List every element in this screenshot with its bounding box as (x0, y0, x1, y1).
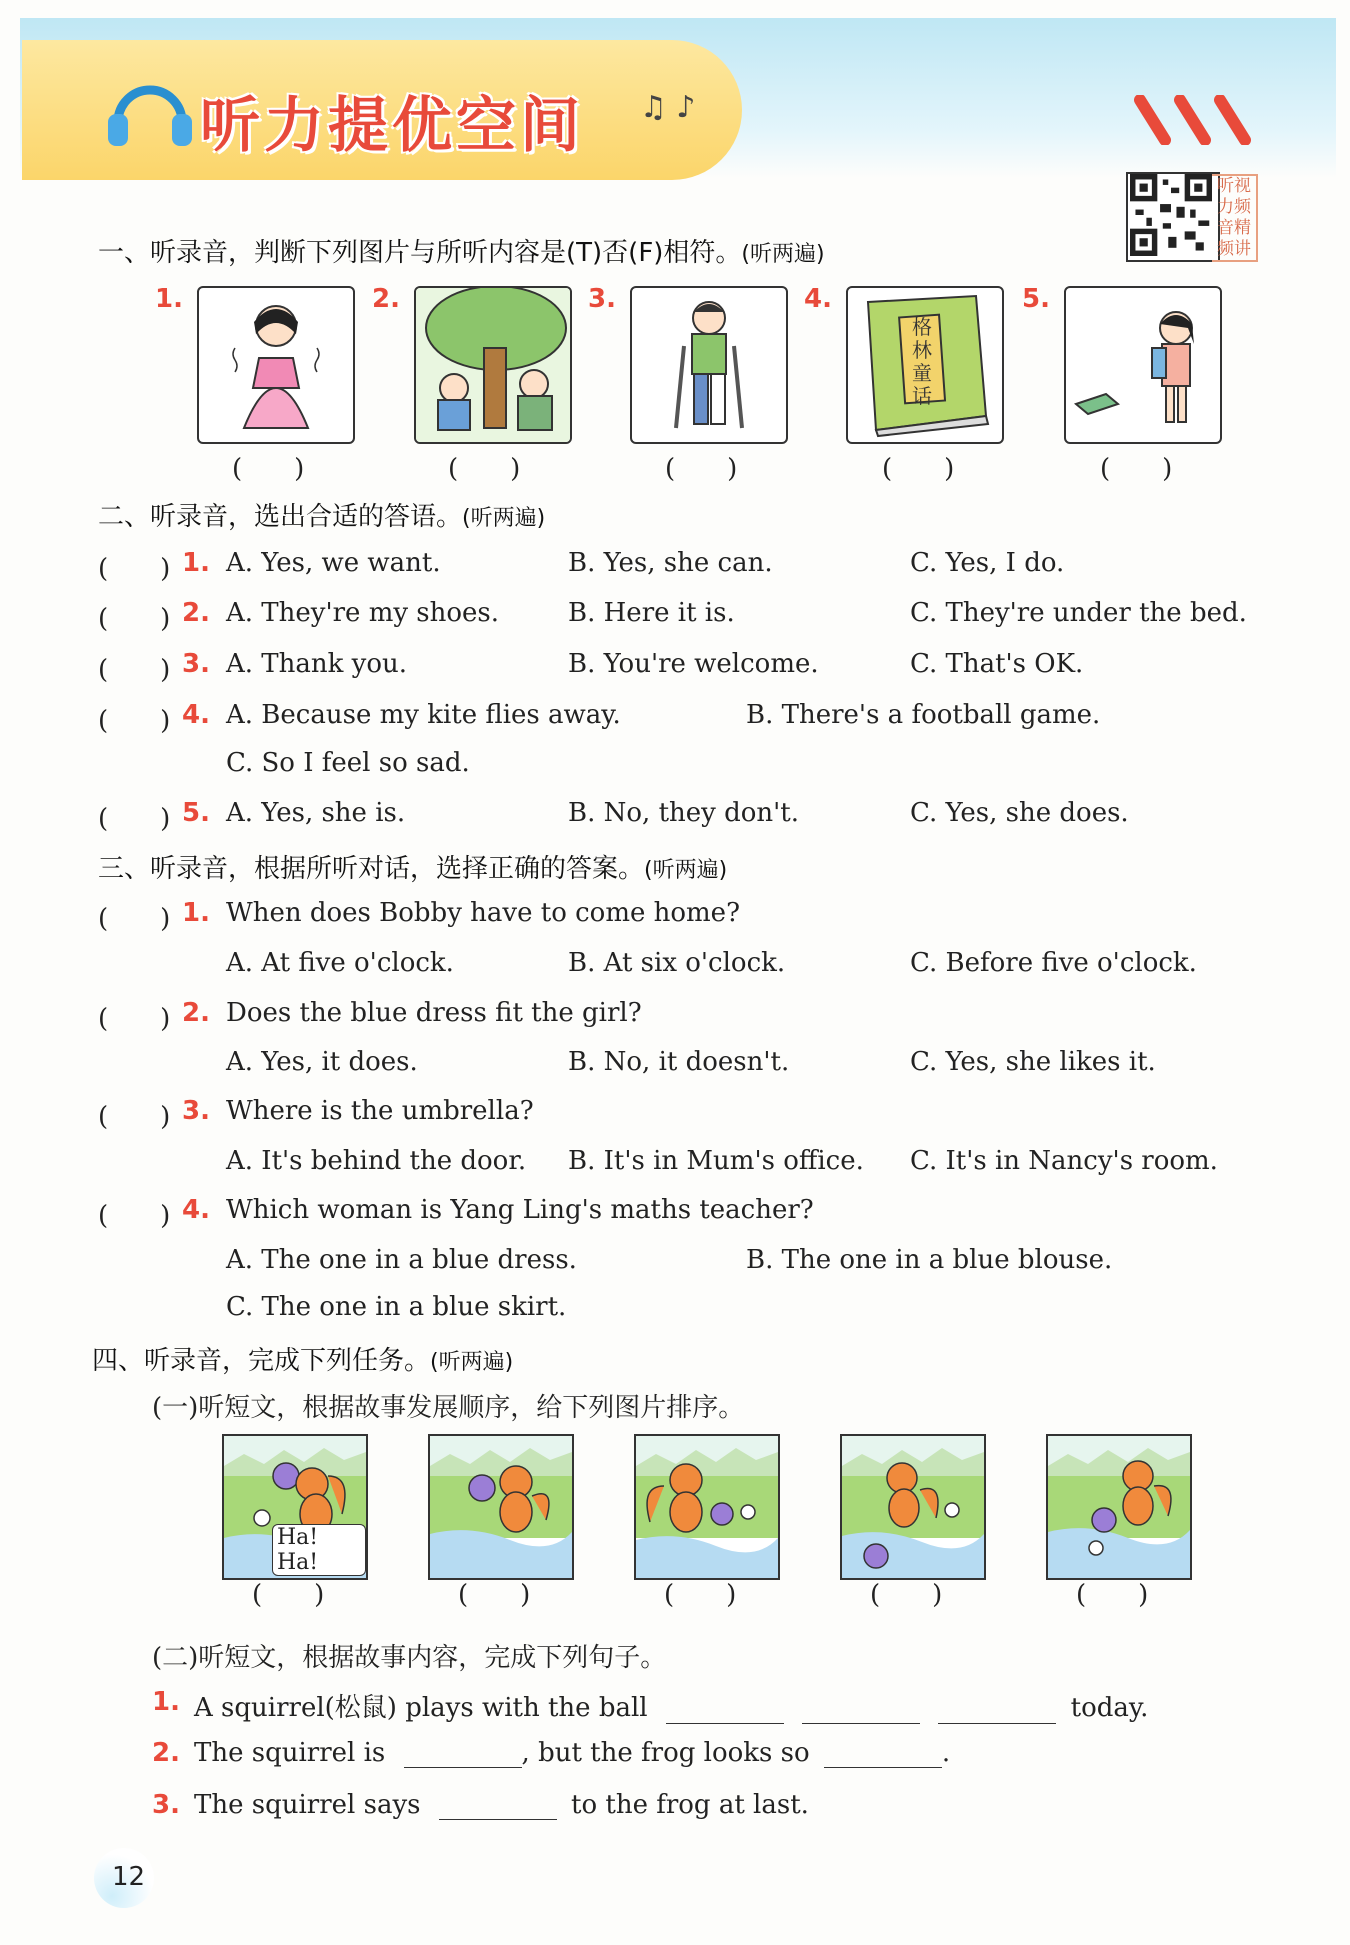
section2-title-text: 二、听录音，选出合适的答语。 (98, 502, 463, 532)
blank-1a[interactable] (666, 1699, 784, 1724)
page-title: 听力提优空间 (200, 91, 584, 161)
section2-note: (听两遍) (462, 506, 546, 531)
blank-1c[interactable] (938, 1699, 1056, 1724)
s2-q2-option-a: A. They're my shoes. (226, 598, 500, 628)
s3-num-1: 1. (182, 898, 210, 928)
page-number: 12 (112, 1862, 146, 1892)
section3-title-text: 三、听录音，根据所听对话，选择正确的答案。 (98, 854, 645, 884)
s4-paren-2[interactable]: ( ) (458, 1580, 531, 1610)
s4-paren-5[interactable]: ( ) (1076, 1580, 1149, 1610)
speech-bubble: Ha! Ha! (272, 1524, 366, 1576)
s4-sentence-2 (194, 1738, 950, 1768)
s4-s2-text1: The squirrel is (194, 1738, 386, 1768)
section4-part1-title: (一)听短文，根据故事发展顺序，给下列图片排序。 (152, 1393, 745, 1423)
s4-sentence-3 (194, 1790, 809, 1820)
s3-paren-3[interactable]: ( ) (98, 1102, 171, 1132)
music-note-icon: ♫ ♪ (640, 90, 696, 125)
s1-num-2: 2. (372, 284, 400, 314)
s2-q5-option-c: C. Yes, she does. (910, 798, 1129, 828)
s2-num-4: 4. (182, 700, 210, 730)
s1-paren-1[interactable]: ( ) (232, 454, 305, 484)
s3-paren-1[interactable]: ( ) (98, 904, 171, 934)
picture-girl-book-floor (1064, 286, 1222, 444)
s2-q3-option-b: B. You're welcome. (568, 649, 819, 679)
s2-num-5: 5. (182, 798, 210, 828)
story-picture-4 (840, 1434, 986, 1580)
s2-q4-option-c: C. So I feel so sad. (226, 748, 470, 778)
section4-title-text: 四、听录音，完成下列任务。 (92, 1346, 431, 1376)
s3-q1-option-c: C. Before five o'clock. (910, 948, 1197, 978)
s2-q5-option-a: A. Yes, she is. (226, 798, 406, 828)
section3-title (98, 848, 727, 885)
s3-paren-2[interactable]: ( ) (98, 1004, 171, 1034)
s2-q1-option-b: B. Yes, she can. (568, 548, 773, 578)
story-picture-1 (222, 1434, 368, 1580)
s4-paren-1[interactable]: ( ) (252, 1580, 325, 1610)
picture-tree-picnic (414, 286, 572, 444)
qr-caption: 听视力频音精频讲 (1212, 174, 1258, 262)
section4-part2-title: (二)听短文，根据故事内容，完成下列句子。 (152, 1643, 667, 1673)
s4-s2-text2: , but the frog looks so (521, 1738, 810, 1768)
s1-num-1: 1. (155, 284, 183, 314)
s4-s2-text3: . (941, 1738, 951, 1768)
story-picture-3 (634, 1434, 780, 1580)
s1-num-4: 4. (804, 284, 832, 314)
s2-q4-option-b: B. There's a football game. (746, 700, 1101, 730)
section2-title (98, 496, 545, 533)
section1-note: (听两遍) (741, 242, 825, 267)
s3-paren-4[interactable]: ( ) (98, 1201, 171, 1231)
s3-q1-option-a: A. At five o'clock. (226, 948, 454, 978)
s4-sentence-num-3: 3. (152, 1790, 180, 1820)
picture-boy-crutches (630, 286, 788, 444)
picture-storybook (846, 286, 1004, 444)
book-title: 格林童话 (912, 315, 932, 408)
s2-num-1: 1. (182, 548, 210, 578)
headphone-icon (100, 62, 200, 162)
s1-paren-3[interactable]: ( ) (665, 454, 738, 484)
blank-1b[interactable] (802, 1699, 920, 1724)
s2-paren-1[interactable]: ( ) (98, 554, 171, 584)
s1-paren-2[interactable]: ( ) (448, 454, 521, 484)
s3-q3-option-a: A. It's behind the door. (226, 1146, 527, 1176)
slash-decoration (1130, 95, 1270, 145)
blank-2b[interactable] (824, 1743, 942, 1768)
s4-sentence-num-2: 2. (152, 1738, 180, 1768)
s3-q3-option-b: B. It's in Mum's office. (568, 1146, 864, 1176)
s4-s3-text1: The squirrel says (194, 1790, 421, 1820)
s2-paren-2[interactable]: ( ) (98, 604, 171, 634)
s3-q1-option-b: B. At six o'clock. (568, 948, 786, 978)
s2-paren-3[interactable]: ( ) (98, 655, 171, 685)
s4-paren-4[interactable]: ( ) (870, 1580, 943, 1610)
s3-q3-question: Where is the umbrella? (226, 1096, 534, 1126)
s3-q2-option-b: B. No, it doesn't. (568, 1047, 790, 1077)
s2-q2-option-c: C. They're under the bed. (910, 598, 1247, 628)
section4-note: (听两遍) (430, 1350, 514, 1375)
blank-2a[interactable] (404, 1743, 522, 1768)
s3-num-2: 2. (182, 998, 210, 1028)
s2-q2-option-b: B. Here it is. (568, 598, 735, 628)
s2-q3-option-c: C. That's OK. (910, 649, 1084, 679)
s2-num-3: 3. (182, 649, 210, 679)
s3-q2-question: Does the blue dress fit the girl? (226, 998, 642, 1028)
picture-girl-cold (197, 286, 355, 444)
s1-num-3: 3. (588, 284, 616, 314)
section4-title (92, 1340, 513, 1377)
s1-paren-4[interactable]: ( ) (882, 454, 955, 484)
story-picture-2 (428, 1434, 574, 1580)
s1-num-5: 5. (1022, 284, 1050, 314)
s3-q4-option-c: C. The one in a blue skirt. (226, 1292, 567, 1322)
s2-num-2: 2. (182, 598, 210, 628)
page-number-badge (94, 1848, 154, 1908)
s2-paren-4[interactable]: ( ) (98, 706, 171, 736)
s2-q1-option-c: C. Yes, I do. (910, 548, 1065, 578)
s2-q4-option-a: A. Because my kite flies away. (226, 700, 621, 730)
s4-sentence-1 (194, 1687, 1148, 1724)
s3-q4-option-a: A. The one in a blue dress. (226, 1245, 577, 1275)
s3-q4-question: Which woman is Yang Ling's maths teacher? (226, 1195, 814, 1225)
s3-q2-option-a: A. Yes, it does. (226, 1047, 418, 1077)
s3-q4-option-b: B. The one in a blue blouse. (746, 1245, 1113, 1275)
s2-paren-5[interactable]: ( ) (98, 804, 171, 834)
s4-s3-text2: to the frog at last. (571, 1790, 809, 1820)
blank-3a[interactable] (439, 1795, 557, 1820)
s3-q2-option-c: C. Yes, she likes it. (910, 1047, 1156, 1077)
s2-q3-option-a: A. Thank you. (226, 649, 408, 679)
s3-q1-question: When does Bobby have to come home? (226, 898, 741, 928)
s4-paren-3[interactable]: ( ) (664, 1580, 737, 1610)
s2-q1-option-a: A. Yes, we want. (226, 548, 441, 578)
s3-q3-option-c: C. It's in Nancy's room. (910, 1146, 1218, 1176)
s2-q5-option-b: B. No, they don't. (568, 798, 800, 828)
s4-s1-text2: today. (1070, 1693, 1149, 1723)
section1-title (98, 232, 825, 269)
story-picture-5 (1046, 1434, 1192, 1580)
s4-s1-text1: A squirrel(松鼠) plays with the ball (194, 1693, 648, 1723)
section1-title-text: 一、听录音，判断下列图片与所听内容是(T)否(F)相符。 (98, 238, 742, 268)
s3-num-4: 4. (182, 1195, 210, 1225)
s1-paren-5[interactable]: ( ) (1100, 454, 1173, 484)
qr-code-icon[interactable] (1126, 172, 1220, 262)
s4-sentence-num-1: 1. (152, 1687, 180, 1717)
section3-note: (听两遍) (644, 858, 728, 883)
s3-num-3: 3. (182, 1096, 210, 1126)
